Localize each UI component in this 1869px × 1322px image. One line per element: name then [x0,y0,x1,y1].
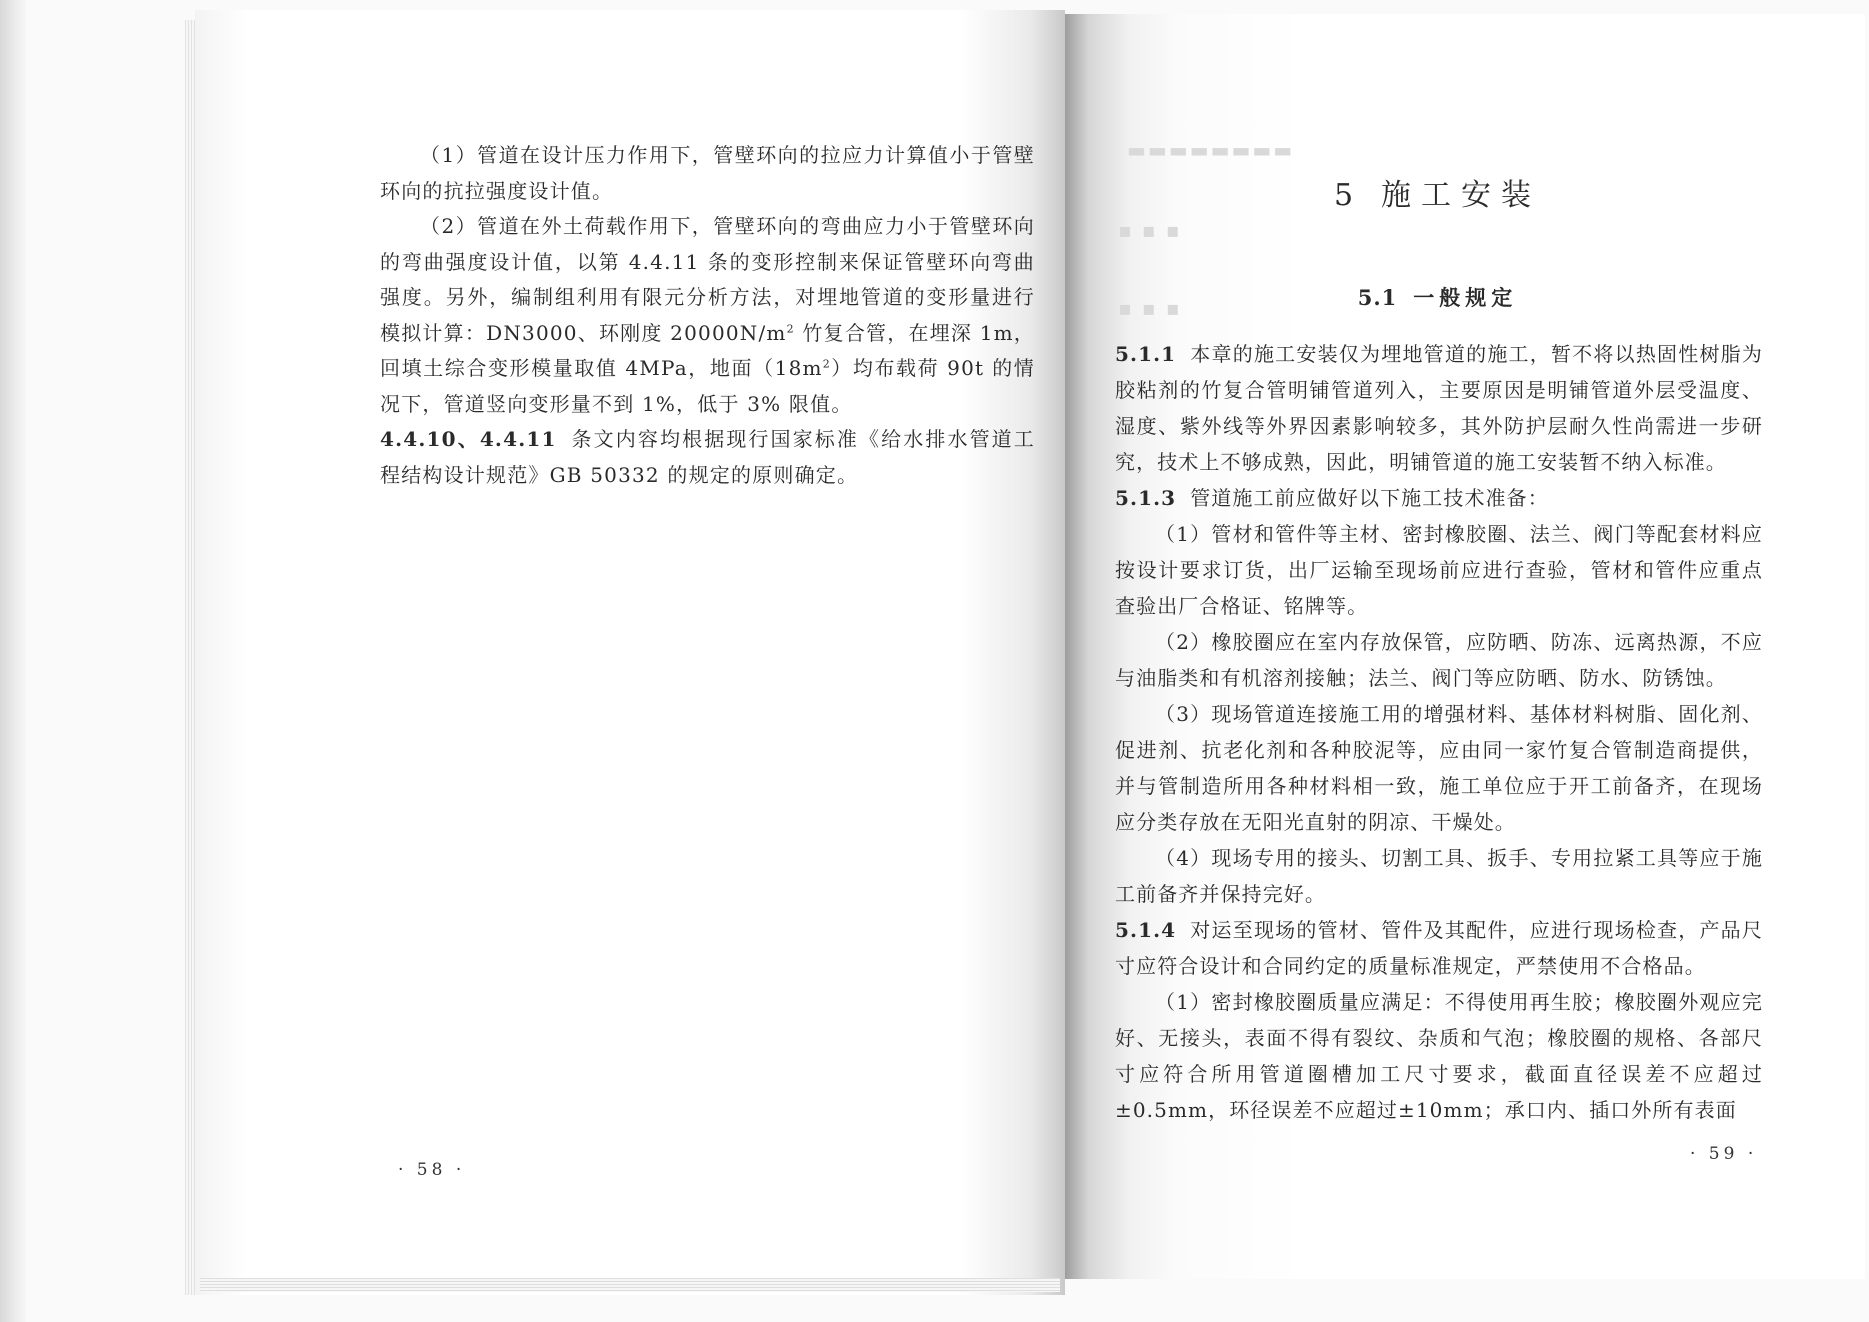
clause-text: 对运至现场的管材、管件及其配件，应进行现场检查，产品尺寸应符合设计和合同约定的质量标准规定，严禁使用不合格品。 [1115,918,1763,978]
text-run: （2）管道在外土荷载作用下，管壁环向的弯曲应力小于管壁环向的弯曲强度设计值，以第 4.4.11 条的变形控制来保证管壁环向弯曲强度。另外，编制组利用有限元分析方法，对埋地管道的变形量进行模拟计算：DN3000、环刚度 20000N/m [380,214,1035,345]
clause-number: 5.1.3 [1115,486,1177,510]
clause-number: 5.1.1 [1115,342,1177,366]
bleed-through-mark: ▪ ▪ ▪ [1118,296,1182,320]
paragraph [380,209,1035,422]
right-page-body [1115,336,1763,1128]
chapter-number: 5 [1333,178,1364,213]
paragraph: （1）管道在设计压力作用下，管壁环向的拉应力计算值小于管壁环向的抗拉强度设计值。 [380,143,1035,203]
paragraph: （1）管材和管件等主材、密封橡胶圈、法兰、阀门等配套材料应按设计要求订货，出厂运输至现场前应进行查验，管材和管件应重点查验出厂合格证、铭牌等。 [1115,522,1763,618]
page-number: · 58 · [398,1160,466,1180]
section-name: 一般规定 [1413,285,1518,310]
clause-number: 5.1.4 [1115,918,1177,942]
chapter-name: 施工安装 [1381,178,1542,213]
scanner-edge-shadow [0,0,26,1322]
clause-number: 4.4.10、4.4.11 [380,427,557,451]
clause-text: 管道施工前应做好以下施工技术准备： [1190,486,1549,510]
clause-paragraph [380,422,1035,493]
paragraph: （1）密封橡胶圈质量应满足：不得使用再生胶；橡胶圈外观应完好、无接头，表面不得有裂纹、杂质和气泡；橡胶圈的规格、各部尺寸应符合所用管道圈槽加工尺寸要求，截面直径误差不应超过±0.5mm，环径误差不应超过±10mm；承口内、插口外所有表面 [1115,990,1763,1122]
text-run: 竹复合管，在埋深 1m，回填土综合变形模量取值 4MPa，地面（18m [380,320,1035,380]
chapter-title [1110,170,1765,214]
section-number: 5.1 [1357,285,1398,310]
page-number: · 59 · [1690,1144,1758,1164]
clause-text: 条文内容均根据现行国家标准《给水排水管道工程结构设计规范》GB 50332 的规定的原则确定。 [380,427,1035,487]
left-page-body [380,138,1035,493]
paragraph: （4）现场专用的接头、切割工具、扳手、专用拉紧工具等应于施工前备齐并保持完好。 [1115,846,1763,906]
bleed-through-mark: ▪ ▪ ▪ [1118,218,1182,242]
paragraph: （2）橡胶圈应在室内存放保管，应防晒、防冻、远离热源，不应与油脂类和有机溶剂接触；法兰、阀门等应防晒、防水、防锈蚀。 [1115,630,1763,690]
section-title [1110,282,1765,312]
superscript: 2 [786,321,795,335]
page-stack-bottom [200,1278,1060,1292]
superscript: 2 [822,357,831,371]
bleed-through-mark: ▬▬▬▬▬▬▬▬ [1125,138,1293,162]
clause-text: 本章的施工安装仅为埋地管道的施工，暂不将以热固性树脂为胶粘剂的竹复合管明铺管道列入，主要原因是明铺管道外层受温度、湿度、紫外线等外界因素影响较多，其外防护层耐久性尚需进一步研究，技术上不够成熟，因此，明铺管道的施工安装暂不纳入标准。 [1115,342,1763,474]
clause-paragraph [1115,912,1763,984]
clause-paragraph [1115,336,1763,480]
text-run: ）均布载荷 90t 的情况下，管道竖向变形量不到 1%，低于 3% 限值。 [380,356,1035,416]
clause-paragraph [1115,480,1763,516]
paragraph: （3）现场管道连接施工用的增强材料、基体材料树脂、固化剂、促进剂、抗老化剂和各种胶泥等，应由同一家竹复合管制造商提供，并与管制造所用各种材料相一致，施工单位应于开工前备齐，在现场应分类存放在无阳光直射的阴凉、干燥处。 [1115,702,1763,834]
